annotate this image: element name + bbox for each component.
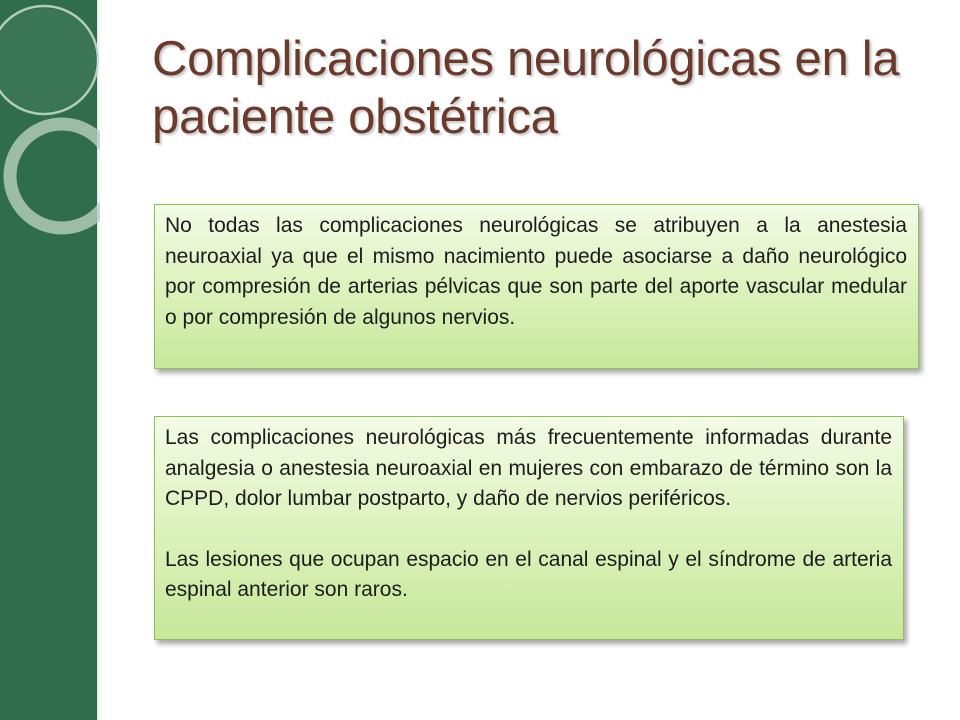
info-box-2-paragraph-1: Las complicaciones neurológicas más frecuentemente informadas durante analgesia o anestesia neuroaxial en mujeres con embarazo de término son la CPPD, dolor lumbar postparto, y daño de nervios periféricos.	[165, 426, 892, 510]
slide-title: Complicaciones neurológicas en la paciente obstétrica	[152, 32, 900, 144]
large-ring-fill	[0, 8, 96, 112]
small-ring	[10, 124, 100, 228]
info-box-1-text: No todas las complicaciones neurológicas se atribuyen a la anestesia neuroaxial ya que el mismo nacimiento puede asociarse a daño neurológico por compresión de arterias pélvicas que son parte del aporte vascular medular o por compresión de algunos nervios.	[165, 214, 907, 329]
decorative-circles	[0, 0, 100, 260]
info-box-2-paragraph-2: Las lesiones que ocupan espacio en el canal espinal y el síndrome de arteria espinal anterior son raros.	[165, 547, 892, 601]
info-box-2	[154, 416, 904, 640]
info-box-1	[154, 204, 919, 369]
